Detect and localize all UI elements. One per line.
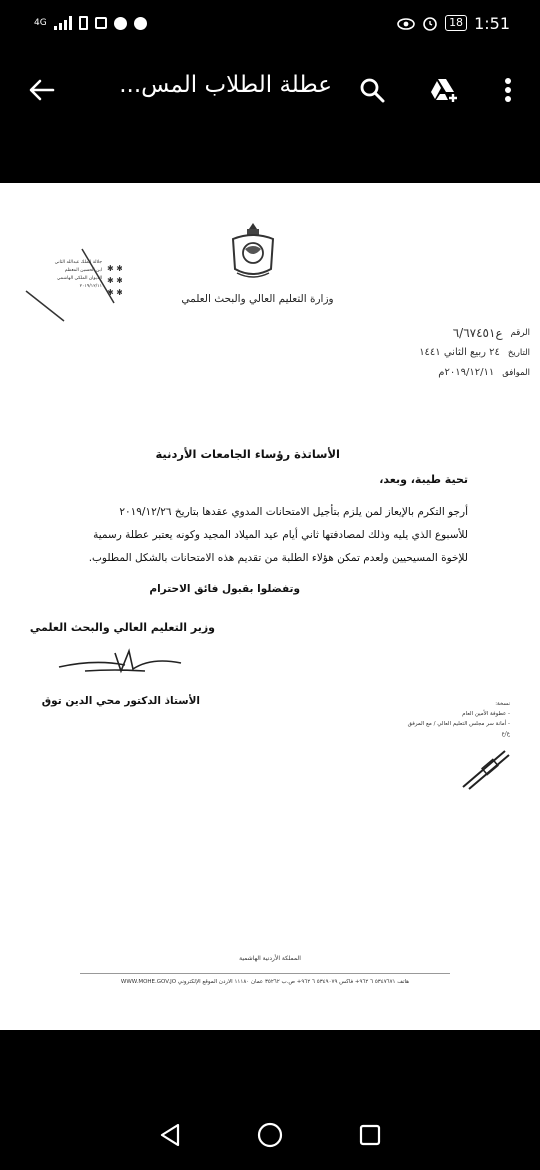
clock: 1:51 (474, 13, 510, 33)
document-page[interactable] (0, 183, 540, 1030)
svg-text:✱ ✱: ✱ ✱ (107, 288, 122, 297)
facebook-icon (114, 17, 127, 30)
back-triangle-icon (159, 1123, 181, 1147)
message-icon (95, 17, 107, 29)
search-button[interactable] (352, 70, 392, 110)
network-type-label: 4G (34, 17, 47, 28)
seal-text: جلالة الملك عبدالله الثاني ابن الحسين المعظم الديوان الملكي الهاشمي ٢٠١٩/١٢/١١ (54, 260, 102, 289)
minister-name: الأستاذ الدكتور محي الدين توق (41, 695, 200, 707)
battery-icon: 18 (445, 15, 467, 31)
alarm-icon (422, 15, 438, 31)
footer-org: المملكة الأردنية الهاشمية (239, 955, 301, 962)
eye-comfort-icon (397, 16, 415, 30)
home-circle-icon (257, 1122, 283, 1148)
ref-number-label: الرقم (510, 328, 530, 338)
back-button[interactable] (22, 70, 62, 110)
svg-text:✱ ✱: ✱ ✱ (107, 264, 122, 273)
back-arrow-icon (29, 79, 55, 101)
cc-heading: نسخة: (495, 701, 510, 707)
messenger-icon (134, 17, 147, 30)
drive-add-icon (429, 77, 459, 103)
ref-number-value: ع٦/٦٧٤٥١ (452, 326, 503, 340)
greeting: تحية طيبة، وبعد، (379, 473, 468, 486)
status-left (34, 16, 147, 30)
nav-recents-button[interactable] (348, 1113, 392, 1157)
app-bar (0, 46, 540, 183)
pen-stamp-icon (455, 743, 515, 793)
letter-body (18, 501, 468, 570)
cc-line: - عطوفة الأمين العام (462, 711, 510, 717)
ministry-name: وزارة التعليم العالي والبحث العلمي (181, 293, 334, 305)
minister-title: وزير التعليم العالي والبحث العلمي (29, 621, 215, 634)
footer-contact: هاتف ٥٣٤٧٦٧١ ٦ ٩٦٢+ فاكس ٥٣٤٩٠٧٩ ٦ ٩٦٢+ ص.ب ٣٥٢٦٢ عمان ١١١٨٠ الأردن الموقع الإلكتروني WWW.MOHE.GOV.JO (120, 979, 410, 985)
status-bar (0, 0, 540, 46)
add-to-drive-button[interactable] (424, 70, 464, 110)
svg-text:✱ ✱: ✱ ✱ (107, 276, 122, 285)
ref-date-value: ٢٤ ربيع الثاني ١٤٤١ (419, 347, 500, 358)
recents-square-icon (359, 1124, 381, 1146)
cc-line: ع/ع (501, 731, 510, 737)
ref-date-label: التاريخ (507, 348, 530, 358)
royal-seal-stamp (12, 243, 122, 323)
navigation-bar (0, 1100, 540, 1170)
status-right (397, 14, 510, 33)
footer-divider (80, 973, 450, 974)
addressee: الأساتذة رؤساء الجامعات الأردنية (155, 447, 340, 461)
body-line: أرجو التكرم بالإيعاز لمن يلزم بتأجيل الامتحانات المدوي عقدها بتاريخ ٢٠١٩/١٢/٢٦ (119, 506, 468, 518)
signal-icon (54, 16, 72, 30)
signature-icon (55, 643, 185, 677)
cc-line: - أمانة سر مجلس التعليم العالي / مع المرفق (407, 721, 510, 727)
ref-matching-label: الموافق (502, 368, 530, 378)
jordan-coat-of-arms-icon (225, 219, 281, 281)
nav-back-button[interactable] (148, 1113, 192, 1157)
more-vert-icon (504, 77, 512, 103)
body-line: للأسبوع الذي يليه وذلك لمصادفتها ثاني أيام عيد الميلاد المجيد وكونه يعتبر عطلة رسمية (93, 529, 468, 541)
closing: وتفضلوا بقبول فائق الاحترام (149, 583, 300, 595)
more-options-button[interactable] (488, 70, 528, 110)
body-line: للإخوة المسيحيين ولعدم تمكن هؤلاء الطلبة من تقديم هذه الامتحانات بالشكل المطلوب. (88, 552, 468, 564)
reference-block (380, 323, 530, 383)
document-title: عطلة الطلاب المس... (119, 72, 332, 98)
cc-block (300, 699, 510, 739)
search-icon (359, 77, 385, 103)
sim-icon (79, 16, 88, 30)
ref-matching-value: ٢٠١٩/١٢/١١م (438, 367, 495, 378)
nav-home-button[interactable] (248, 1113, 292, 1157)
